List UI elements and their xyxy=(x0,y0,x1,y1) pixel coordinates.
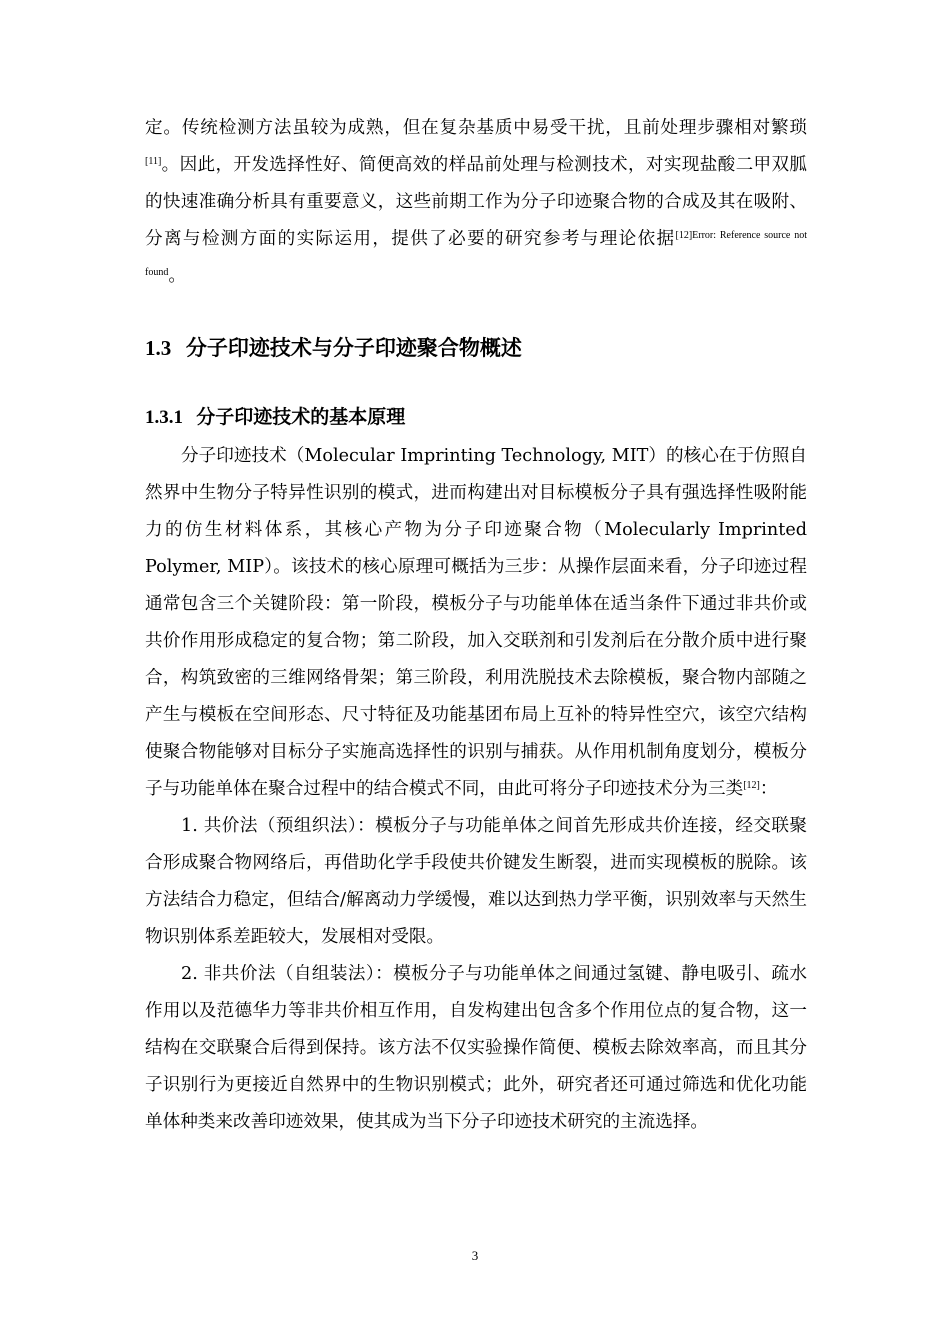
citation-12[interactable]: [12] xyxy=(743,780,760,791)
list-item-noncovalent: 2. 非共价法（自组装法）：模板分子与功能单体之间通过氢键、静电吸引、疏水作用以及范德华力等非共价相互作用，自发构建出包含多个作用位点的复合物，这一结构在交联聚合后得到保持。该方法不仅实验操作简便、模板去除效率高，而且其分子识别行为更接近自然界中的生物识别模式；此外，研究者还可通过筛选和优化功能单体种类来改善印迹效果，使其成为当下分子印迹技术研究的主流选择。 xyxy=(145,964,807,1132)
intro-text-3: 。 xyxy=(168,266,186,286)
list-item-covalent: 1. 共价法（预组织法）：模板分子与功能单体之间首先形成共价连接，经交联聚合形成聚合物网络后，再借助化学手段使共价键发生断裂，进而实现模板的脱除。该方法结合力稳定，但结合/解离动力学缓慢，难以达到热力学平衡，识别效率与天然生物识别体系差距较大，发展相对受限。 xyxy=(145,816,807,947)
section-title: 分子印迹技术与分子印迹聚合物概述 xyxy=(185,336,522,360)
subsection-number: 1.3.1 xyxy=(145,407,183,428)
intro-text-2: 。因此，开发选择性好、简便高效的样品前处理与检测技术，对实现盐酸二甲双胍的快速准确分析具有重要意义，这些前期工作为分子印迹聚合物的合成及其在吸附、分离与检测方面的实际运用，提供了必要的研究参考与理论依据 xyxy=(145,155,807,249)
principle-text-1: 分子印迹技术（Molecular Imprinting Technology, MIT）的核心在于仿照自然界中生物分子特异性识别的模式，进而构建出对目标模板分子具有强选择性吸附能力的仿生材料体系，其核心产物为分子印迹聚合物（Molecularly Imprinted Polymer, MIP）。该技术的核心原理可概括为三步：从操作层面来看，分子印迹过程通常包含三个关键阶段：第一阶段，模板分子与功能单体在适当条件下通过非共价或共价作用形成稳定的复合物；第二阶段，加入交联剂和引发剂后在分散介质中进行聚合，构筑致密的三维网络骨架；第三阶段，利用洗脱技术去除模板，聚合物内部随之产生与模板在空间形态、尺寸特征及功能基团布局上互补的特异性空穴，该空穴结构使聚合物能够对目标分子实施高选择性的识别与捕获。从作用机制角度划分，模板分子与功能单体在聚合过程中的结合模式不同，由此可将分子印迹技术分为三类 xyxy=(145,446,807,799)
section-heading xyxy=(145,333,807,363)
subsection-heading xyxy=(145,403,807,432)
subsection-title: 分子印迹技术的基本原理 xyxy=(196,406,406,428)
principle-text-2: ： xyxy=(759,779,778,799)
principle-paragraph xyxy=(145,438,807,808)
section-number: 1.3 xyxy=(145,336,172,360)
page-body xyxy=(145,110,807,1141)
citation-12-error[interactable]: [12]Error: Reference source not found xyxy=(145,230,807,278)
page-number: 3 xyxy=(471,1248,479,1263)
intro-paragraph xyxy=(145,110,807,295)
citation-11[interactable]: [11] xyxy=(145,156,162,167)
intro-text-1: 定。传统检测方法虽较为成熟，但在复杂基质中易受干扰，且前处理步骤相对繁琐 xyxy=(145,118,807,138)
